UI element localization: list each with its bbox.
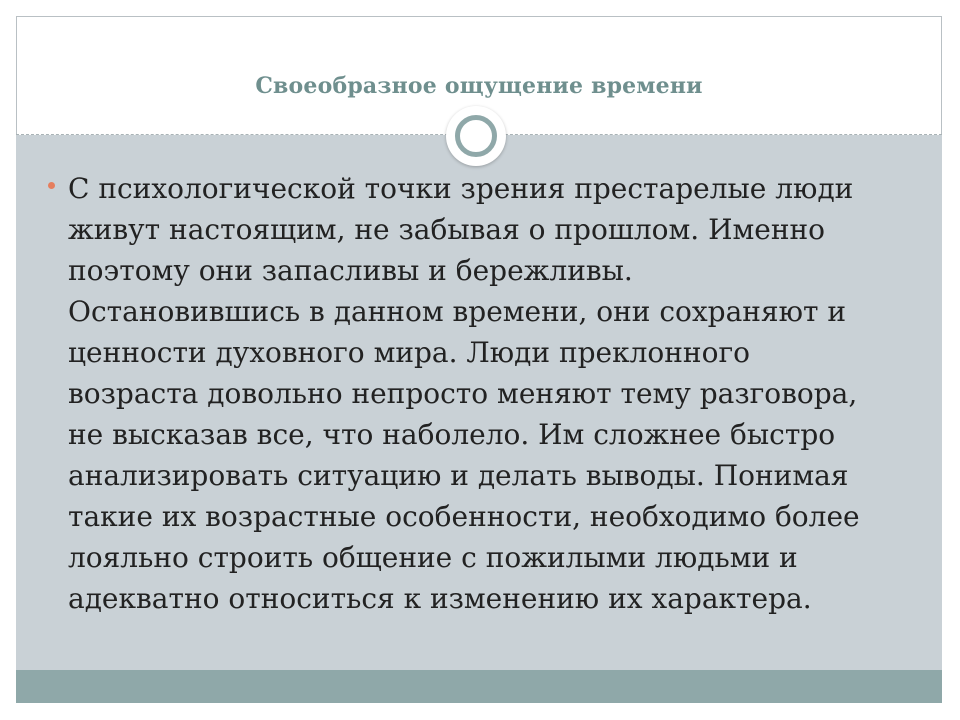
bullet-line: возраста довольно непросто меняют тему разговора, xyxy=(68,377,858,410)
bullet-line: поэтому они запасливы и бережливы. xyxy=(68,254,633,287)
bullet-line: такие их возрастные особенности, необходимо более xyxy=(68,500,860,533)
bullet-line: Остановившись в данном времени, они сохраняют и xyxy=(68,295,847,328)
bullet-line: С психологической точки зрения престарелые люди xyxy=(68,172,854,205)
bullet-paragraph xyxy=(68,168,928,619)
footer-bar xyxy=(16,670,942,703)
bullet-line: адекватно относиться к изменению их характера. xyxy=(68,582,812,615)
bullet-line: ценности духовного мира. Люди преклонного xyxy=(68,336,750,369)
slide-title: Своеобразное ощущение времени xyxy=(255,73,703,99)
bullet-line: лояльно строить общение с пожилыми людьми и xyxy=(68,541,798,574)
bullet-line: не высказав все, что наболело. Им сложнее быстро xyxy=(68,418,836,451)
bullet-line: живут настоящим, не забывая о прошлом. Именно xyxy=(68,213,826,246)
bullet-icon xyxy=(48,182,55,189)
bullet-line: анализировать ситуацию и делать выводы. Понимая xyxy=(68,459,849,492)
ring-icon xyxy=(446,106,506,166)
